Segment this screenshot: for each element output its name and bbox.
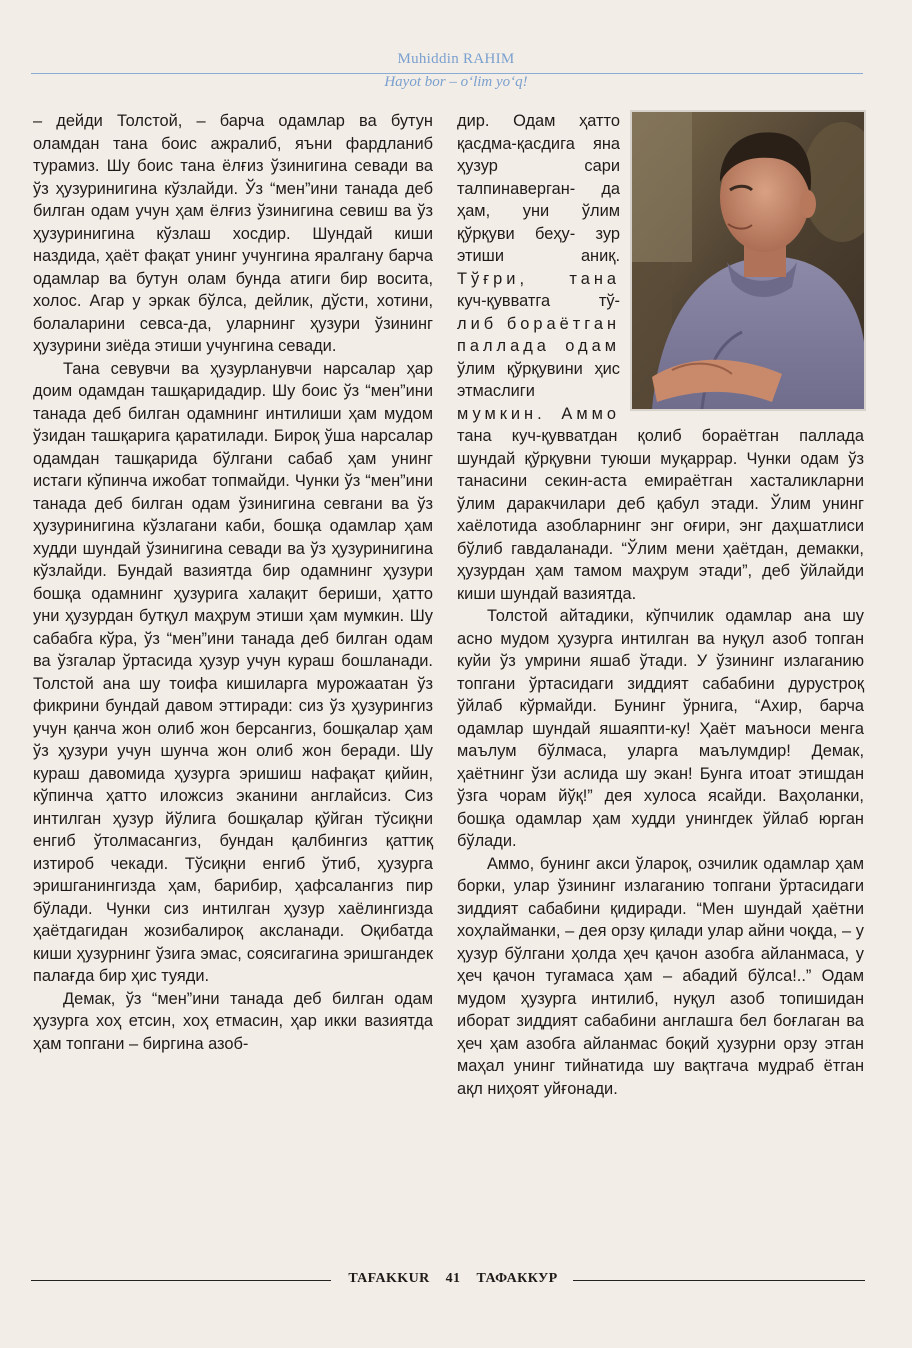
portrait-photo: [630, 110, 866, 411]
paragraph: Тана севувчи ва ҳузурланувчи нарсалар ҳар доим одамдан ташқаридадир. Шу боис ўз “мен”ини танада деб билган одамнинг интилиши ҳам мудом ўзидан ташқарига қаратилади. Бироқ ўша нарсалар одамдан ташқарида бўлгани сабаб ҳам унинг истаги кўпинча ижобат топмайди. Чунки ўз “мен”ини танада деб билган одам ўзинигина севгани ва ўз ҳузуринигина кўзлагани каби, бошқа одамлар ҳам худди шундай ўзинигина севади ва ўз ҳузуринигина кўзлайди. Бундай вазиятда бир одамнинг ҳузури бошқа одамнинг ҳузурига халақит бериши, ҳатто уни ҳузурдан бутқул маҳрум этиши ҳам мумкин. Шу сабабга кўра, ўз “мен”ини танада деб билган одам ва ўзгалар ўртасида ҳузур учун кураш бошланади. Толстой ана шу тоифа кишиларга мурожаатан ўз фикрини бундай давом эттиради: сиз ўз ҳузурингиз учун қанча жон олиб жон берсангиз, бошқалар ҳам ўз ҳузури учун шунча жон олиб жон беради. Шу кураш давомида ҳузурга эришиш нафақат қийин, кўпинча ҳатто иложсиз эканини англайсиз. Сиз интилган ҳузур йўлига бошқалар қўйган тўсиқни енгиб ўтолмасангиз, бундан қалбингиз қаттиқ изтироб чекади. Тўсиқни енгиб ўтиб, ҳузурга эришганингизда ҳам, барибир, ҳафсалангиз пир бўлади. Чунки сиз интилган ҳузур хаёлингизда ҳаётдагидан жозибалироқ аксланади. Оқибатда киши ҳузурнинг ўзига эмас, соясигагина эришгандек палағда бир ҳис туяди.: [33, 359, 433, 985]
text-line: қўрқуви беҳу-: [457, 224, 576, 243]
paragraph: Демак, ўз “мен”ини танада деб билган одам ҳузурга хоҳ етсин, хоҳ етмасин, ҳар икки вазиятда ҳам топгани – биргина азоб-: [33, 989, 433, 1053]
footer: [335, 1271, 571, 1287]
footer-title-latin: TAFAKKUR: [348, 1271, 430, 1286]
page-number: 41: [445, 1271, 461, 1286]
text-line: талпинаверган-: [457, 179, 576, 198]
text-line: яна ҳузур сари: [457, 134, 620, 175]
header-author: Muhiddin RAHIM: [397, 51, 515, 67]
header-subtitle: Hayot bor – o‘lim yo‘q!: [384, 74, 528, 90]
text-line: тана куч-қувватдан қолиб бораётган паллада шундай қўрқувни туюши муқаррар. Чунки одам ўз танасини секин-аста емираётган хасталикларни ўлим даракчилари деб қабул этади. Ўлим унинг хаёлотида азобларнинг энг оғири, энг даҳшатлиси бўлиб гавдаланади. “Ўлим мени ҳаётдан, демакки, ҳузурдан ҳам тамом маҳрум этади”, деб ўйлайди киши шундай вазиятда.: [457, 427, 864, 603]
footer-rule-right: [573, 1280, 865, 1281]
text-line: куч-қувватга тў-: [457, 292, 620, 310]
text-line: зур этиши аниқ.: [457, 224, 620, 265]
right-column: [457, 110, 864, 1100]
text-line: Тўғри, тана: [457, 269, 620, 288]
text-line: ўлим қўрқувини: [457, 359, 583, 378]
portrait-image: [632, 112, 864, 409]
text-line: қасдма-қасдига: [457, 134, 575, 153]
paragraph: – дейди Толстой, – барча одамлар ва бутун оламдан тана боис ажралиб, яъни фардланиб турамиз. Шу боис тана ёлғиз ўзинигина севади ва ўз ҳузуринигина кўзлайди. Ўз “мен”ини танада деб билган одам учун ҳам ёлғиз ўзинигина севиш ва ўз ҳузуринигина кўзлаш хосдир. Шундай киши наздида, ҳаёт фақат унинг учунгина яралгану барча одамлар ва бутун олам бунда атиги бир восита, холос. Агар у эркак бўлса, дейлик, дўсти, хотини, болаларини севса-да, уларнинг ҳузури ўзининг ҳузурини зиёда этиши учунгина севади.: [33, 112, 433, 355]
text-line: да ҳам, уни ўлим: [457, 179, 620, 220]
text-line: дир. Одам ҳатто: [457, 112, 620, 130]
text-line: мумкин. Аммо: [457, 404, 620, 423]
text-line: ҳис этмаслиги: [457, 359, 620, 400]
paragraph: Аммо, бунинг акси ўлароқ, озчилик одамлар ҳам борки, улар ўзининг излаганию топгани ўртасидаги зиддият сабабини қидиради. “Мен шундай ҳаётни хоҳлайманки, – дея орзу қилади улар айни чоқда, – у ҳузур бўлгани ҳолда ҳеч қачон азобга айланмаса, у ҳеч қачон тугамаса ҳам – абадий бўлса!..” Одам мудом ҳузурга интилиб, нуқул азоб топишидан иборат зиддият сабабини англашга бел боғлаган ва ҳеч ҳам азобга айланмас боқий ҳузурни орзу этган маҳал унинг тийнатида шу вақтгача мудраб ётган ақл ниҳоят уйғонади.: [457, 854, 864, 1098]
left-column: [33, 110, 433, 1055]
text-line: паллада одам: [457, 337, 620, 355]
footer-title-cyrillic: ТАФАККУР: [476, 1271, 558, 1286]
paragraph: Толстой айтадики, кўпчилик одамлар ана шу асно мудом ҳузурга интилган ва нуқул азоб топган куйи ўз умрини яшаб ўтади. У ўзининг излаганию топгани ўртасидаги зиддият сабабини дурустроқ ўйлаб кўрмайди. Бунинг ўрнига, “Ахир, барча одамлар шундай яшаяпти-ку! Ҳаёт маъноси менга маълум бўлмаса, уларга маълумдир! Демак, ҳаётнинг ўзи аслида шу экан! Бунга итоат этишдан ўзга чорам йўқ!” дея хулоса ясайди. Ваҳоланки, бошқа одамлар ҳам худди унингдек ўйлаб юрган бўлади.: [457, 607, 864, 850]
footer-rule-left: [31, 1280, 331, 1281]
text-line: либ бораётган: [457, 314, 620, 333]
